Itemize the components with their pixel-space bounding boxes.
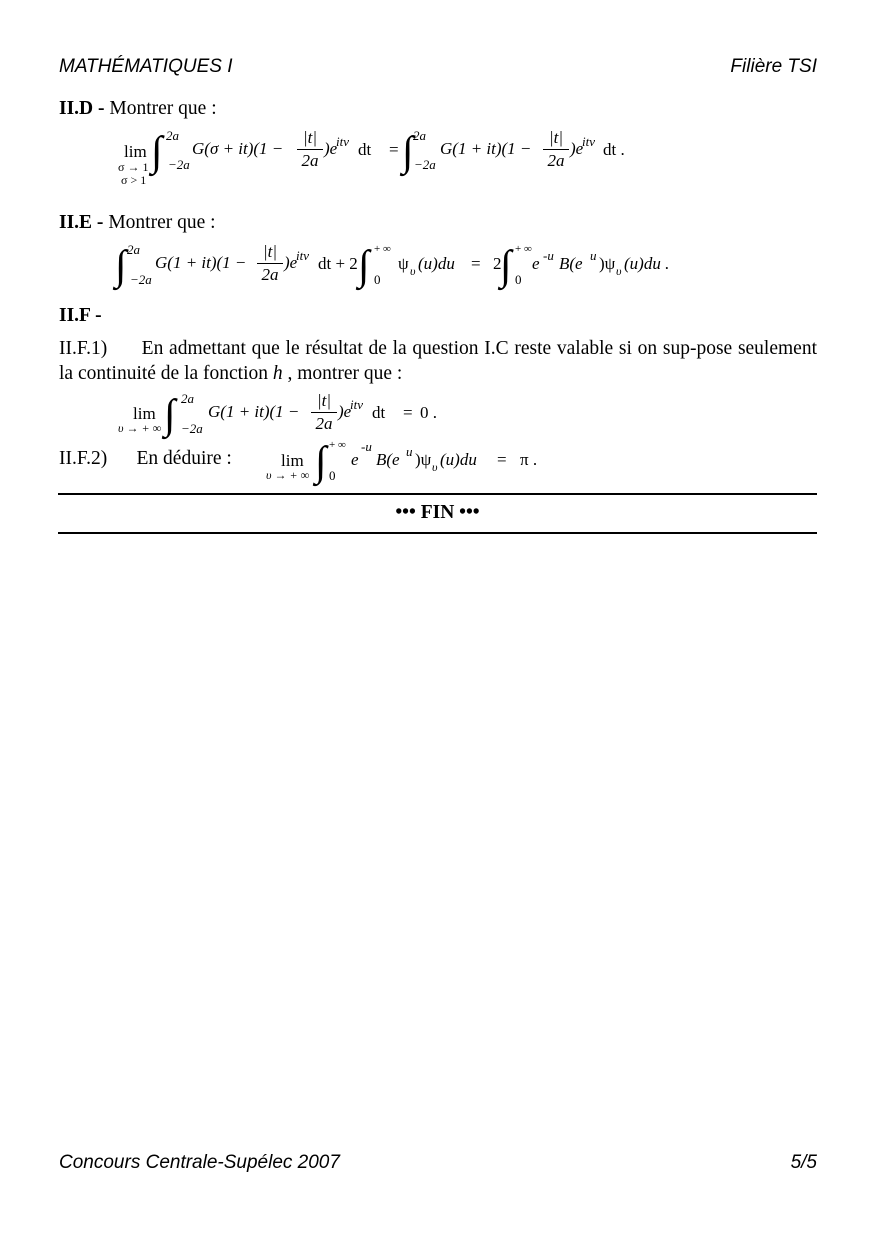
fraction-abs-t xyxy=(311,391,337,434)
integral-upper: 2a xyxy=(127,242,140,257)
integral-upper-inf: + ∞ xyxy=(515,243,532,255)
divider-bottom xyxy=(58,532,817,534)
section-iif2-line xyxy=(59,448,232,470)
psi: )ψ xyxy=(599,254,616,273)
zero: 0 . xyxy=(420,403,437,422)
section-iif-heading: II.F - xyxy=(59,305,102,326)
item-text-after: , montrer que : xyxy=(287,363,403,384)
item-number: II.F.1) xyxy=(59,338,108,359)
psi: )ψ xyxy=(415,450,432,469)
integral-lower-0: 0 xyxy=(374,272,381,287)
fraction-den: 2a xyxy=(315,414,333,433)
exp-minus-u: -u xyxy=(543,248,554,263)
integral-sign: ∫ xyxy=(402,129,414,175)
fraction-num: |t| xyxy=(302,128,318,147)
fraction-bar xyxy=(543,149,569,150)
integral-sign: ∫ xyxy=(500,243,512,289)
fraction-num: |t| xyxy=(262,242,278,261)
exp-minus-u: -u xyxy=(361,439,372,454)
dt-plus-2: dt + 2 xyxy=(318,254,358,273)
psi-sub: υ xyxy=(410,264,416,278)
end-marker: ••• FIN ••• xyxy=(395,502,480,523)
e: e xyxy=(351,450,359,469)
exp-u: u xyxy=(590,248,597,263)
u-du: (u)du xyxy=(418,254,455,273)
integral-upper: 2a xyxy=(166,128,179,143)
item-number: II.F.2) xyxy=(59,448,108,469)
integral-sign: ∫ xyxy=(315,439,327,485)
psi-sub: υ xyxy=(432,460,438,474)
u-du-end: (u)du . xyxy=(624,254,670,273)
fraction-num: |t| xyxy=(316,391,332,410)
dt: dt xyxy=(372,403,386,422)
section-label: II.D - xyxy=(59,98,105,119)
integral-lower: −2a xyxy=(414,157,436,172)
b-of-e: B(e xyxy=(376,450,400,469)
integral-sign: ∫ xyxy=(164,392,176,438)
integral-upper-inf: + ∞ xyxy=(329,439,346,451)
integral-upper: 2a xyxy=(413,128,426,143)
pi: π . xyxy=(520,450,538,469)
lim-sub: υ → + ∞ xyxy=(266,468,310,482)
item-text: En déduire : xyxy=(136,448,232,469)
dt: dt xyxy=(358,140,372,159)
item-text: En admettant que le résultat de la question I.C reste valable si on sup-pose seulement la continuité de la fonction xyxy=(59,338,817,384)
exp-e: )e xyxy=(338,402,352,421)
u-du: (u)du xyxy=(440,450,477,469)
integral-sign: ∫ xyxy=(358,243,370,289)
fraction-bar xyxy=(297,149,323,150)
integral-lower: −2a xyxy=(168,157,190,172)
integral-lower: −2a xyxy=(181,421,203,436)
integral-upper: 2a xyxy=(181,391,194,406)
lim-sub: υ → + ∞ xyxy=(118,421,162,435)
fraction-bar xyxy=(257,263,283,264)
exp-e: )e xyxy=(570,139,584,158)
divider-top xyxy=(58,493,817,495)
fraction-abs-t xyxy=(257,242,283,285)
exp-e: )e xyxy=(284,253,298,272)
header-subject: MATHÉMATIQUES I xyxy=(59,56,233,77)
equals: = xyxy=(471,254,481,273)
integrand-g-sigma: G(σ + it)(1 − xyxy=(192,139,284,158)
psi-sub: υ xyxy=(616,264,622,278)
var-h: h xyxy=(272,363,283,384)
section-label: II.E - xyxy=(59,212,104,233)
integrand-g-1: G(1 + it)(1 − xyxy=(155,253,247,272)
dt-end: dt . xyxy=(603,140,625,159)
lim-sub: σ → 1 xyxy=(118,160,149,174)
fraction-bar xyxy=(311,412,337,413)
two: 2 xyxy=(493,254,502,273)
section-iie-heading xyxy=(59,212,216,234)
fraction-den: 2a xyxy=(261,265,279,284)
page-footer xyxy=(59,1152,817,1174)
fraction-den: 2a xyxy=(547,151,565,170)
header-track: Filière TSI xyxy=(730,56,817,77)
integral-lower-0: 0 xyxy=(329,468,336,483)
fraction-den: 2a xyxy=(301,151,319,170)
integrand-g-1: G(1 + it)(1 − xyxy=(440,139,532,158)
exp-itv: itv xyxy=(582,134,595,149)
equals: = xyxy=(389,140,399,159)
exp-u: u xyxy=(406,444,413,459)
lim-label: lim xyxy=(133,404,156,423)
equals: = xyxy=(403,403,413,422)
psi: ψ xyxy=(398,254,409,273)
integral-sign: ∫ xyxy=(115,243,127,289)
b-of-e: B(e xyxy=(559,254,583,273)
footer-contest: Concours Centrale-Supélec 2007 xyxy=(59,1152,340,1173)
integral-sign: ∫ xyxy=(151,129,163,175)
integral-upper-inf: + ∞ xyxy=(374,243,391,255)
section-iid-heading xyxy=(59,98,217,120)
equals: = xyxy=(497,450,507,469)
e: e xyxy=(532,254,540,273)
exp-itv: itv xyxy=(350,397,363,412)
lim-cond: σ > 1 xyxy=(121,173,147,187)
exp-itv: itv xyxy=(296,248,309,263)
lim-label: lim xyxy=(281,451,304,470)
fraction-abs-t xyxy=(543,128,569,171)
fraction-abs-t xyxy=(297,128,323,171)
integral-lower: −2a xyxy=(130,272,152,287)
section-text: Montrer que : xyxy=(109,98,217,119)
exp-e: )e xyxy=(324,139,338,158)
section-iif1-paragraph xyxy=(59,336,817,386)
integral-lower-0: 0 xyxy=(515,272,522,287)
section-text: Montrer que : xyxy=(108,212,216,233)
exp-itv: itv xyxy=(336,134,349,149)
footer-page-number: 5/5 xyxy=(790,1152,817,1173)
page-header xyxy=(59,56,817,78)
lim-label: lim xyxy=(124,142,147,161)
fraction-num: |t| xyxy=(548,128,564,147)
integrand-g-1: G(1 + it)(1 − xyxy=(208,402,300,421)
